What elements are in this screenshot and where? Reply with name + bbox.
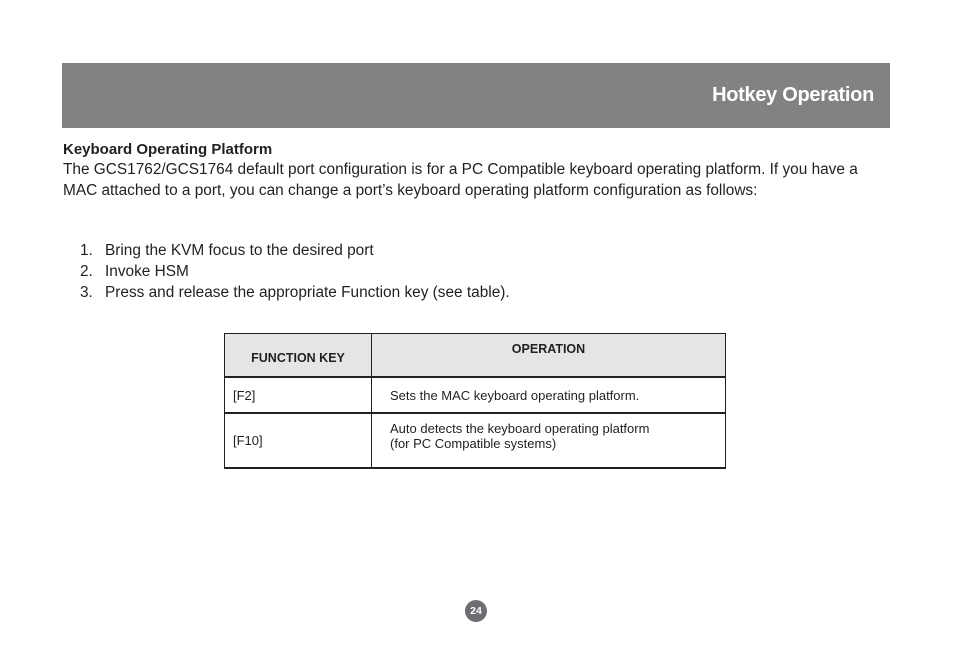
operation-text: Auto detects the keyboard operating platform [390, 421, 650, 436]
operation-text: Sets the MAC keyboard operating platform. [390, 387, 640, 403]
table-header-row [225, 334, 726, 378]
function-key-cell: [F10] [225, 413, 372, 468]
column-header-operation: OPERATION [372, 334, 726, 378]
step-text: Invoke HSM [105, 263, 189, 280]
list-item [80, 282, 510, 303]
list-item [80, 261, 510, 282]
operation-text: (for PC Compatible systems) [390, 436, 557, 451]
function-key-cell: [F2] [225, 377, 372, 413]
list-item [80, 240, 510, 261]
table-row [225, 413, 726, 468]
step-number: 2. [80, 263, 93, 280]
step-number: 1. [80, 242, 93, 259]
page-title: Hotkey Operation [712, 84, 874, 106]
step-text: Bring the KVM focus to the desired port [105, 242, 374, 259]
column-header-function-key: FUNCTION KEY [225, 334, 372, 378]
page-number-badge: 24 [465, 600, 487, 622]
section-heading: Keyboard Operating Platform [63, 141, 273, 158]
operation-cell [372, 413, 726, 468]
steps-list [80, 240, 510, 303]
intro-paragraph: The GCS1762/GCS1764 default port configuration is for a PC Compatible keyboard operating platform. If you have a MAC attached to a port, you can change a port’s keyboard operating platform configuration as follows: [63, 161, 858, 199]
function-key-table [224, 333, 726, 469]
table-row [225, 377, 726, 413]
header-band [62, 63, 890, 128]
step-text: Press and release the appropriate Function key (see table). [105, 284, 510, 301]
operation-cell [372, 377, 726, 413]
step-number: 3. [80, 284, 93, 301]
